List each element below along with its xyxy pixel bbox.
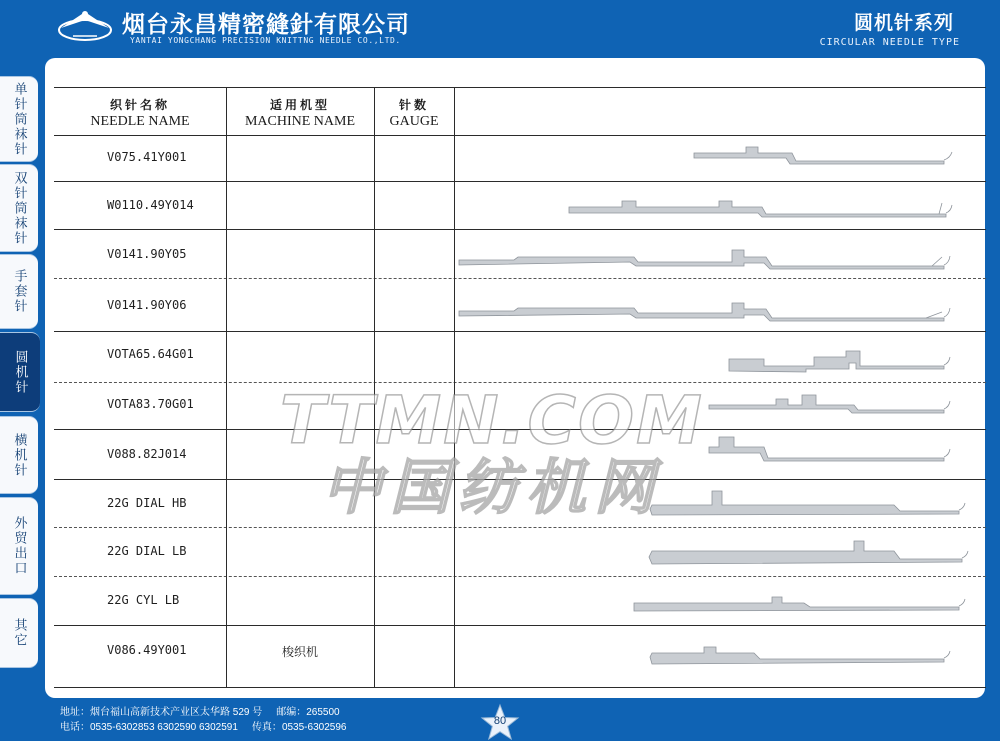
needle-name-cell: 22G DIAL HB [107,496,187,510]
needle-name-cell: W0110.49Y014 [107,198,194,212]
machine-name-cell: 梭织机 [281,645,318,659]
header-gauge-cn: 针数 [398,98,429,112]
tab-label: 其它 [11,618,27,648]
fax-label: 传真： [251,722,282,733]
needle-name-cell: V0141.90Y06 [107,298,187,312]
tab-label: 双针筒袜针 [11,170,27,246]
tab-label: 横机针 [11,432,27,478]
needle-image-v0141-90y06 [459,303,950,321]
needle-image-v075-41y001 [694,147,952,164]
tab-glove[interactable] [0,254,38,329]
footer-contact [60,718,346,733]
page-number: 80 [493,715,507,727]
company-name-en: YANTAI YONGCHANG PRECISION KNITTNG NEEDLE CO.,LTD. [130,36,401,45]
needle-image-22g-cyl-lb [634,597,965,611]
needle-image-v086-49y001 [650,647,950,664]
postcode-text: 265500 [306,707,340,718]
address-text: 烟台福山高新技术产业区太华路 529 号 [90,707,263,718]
address-label: 地址： [60,707,90,718]
needle-name-cell: VOTA65.64G01 [107,347,194,361]
tab-single-cylinder-sock[interactable] [0,76,38,162]
column-divider [226,87,227,687]
needle-name-cell: V0141.90Y05 [107,247,187,261]
postcode-label: 邮编： [276,707,307,718]
page-header [0,0,1000,60]
company-name-cn: 烟台永昌精密縫針有限公司 [122,12,410,38]
tab-double-cylinder-sock[interactable] [0,164,38,252]
header-machine-name-cn: 适用机型 [269,98,330,112]
tab-other[interactable] [0,598,38,668]
header-needle-name [54,87,226,135]
needle-image-vota65-64g01 [729,351,950,372]
needle-image-vota83-70g01 [709,395,950,413]
needle-image-v0141-90y05 [459,250,950,269]
header-gauge-en: GAUGE [389,114,439,129]
phone-label: 电话： [60,722,90,733]
series-title-cn: 圆机针系列 [853,12,954,34]
company-logo-icon [55,6,115,46]
table-bottom-border [54,687,986,688]
needle-name-cell: V088.82J014 [107,447,187,461]
needle-image-v088-82j014 [709,437,950,461]
series-title-en: CIRCULAR NEEDLE TYPE [819,37,960,48]
needle-name-cell: VOTA83.70G01 [107,397,194,411]
tab-label: 单针筒袜针 [11,81,27,157]
needle-image-22g-dial-lb [649,541,968,564]
needle-image-w0110-49y014 [569,201,952,217]
needle-name-cell: V075.41Y001 [107,150,187,164]
needle-image-22g-dial-hb [650,491,965,515]
header-machine-name [226,87,374,135]
header-needle-name-cn: 织针名称 [109,98,170,112]
footer-address [60,703,340,718]
tab-circular[interactable] [0,332,40,412]
tab-flat[interactable] [0,416,38,494]
fax-text: 0535-6302596 [281,722,347,733]
watermark-en: TTMN.COM [280,382,704,459]
header-machine-name-en: MACHINE NAME [244,114,356,129]
header-needle-name-en: NEEDLE NAME [90,114,190,129]
needle-name-cell: 22G DIAL LB [107,544,187,558]
tab-label: 圆机针 [12,349,28,395]
phone-text: 0535-6302853 6302590 6302591 [90,722,238,733]
watermark-cn: 中国纺机网 [322,453,662,523]
header-gauge [374,87,454,135]
needle-name-cell: 22G CYL LB [107,593,180,607]
tab-export[interactable] [0,497,38,595]
tab-label: 外贸出口 [11,516,27,576]
tab-label: 手套针 [11,269,27,314]
needle-name-cell: V086.49Y001 [107,643,187,657]
